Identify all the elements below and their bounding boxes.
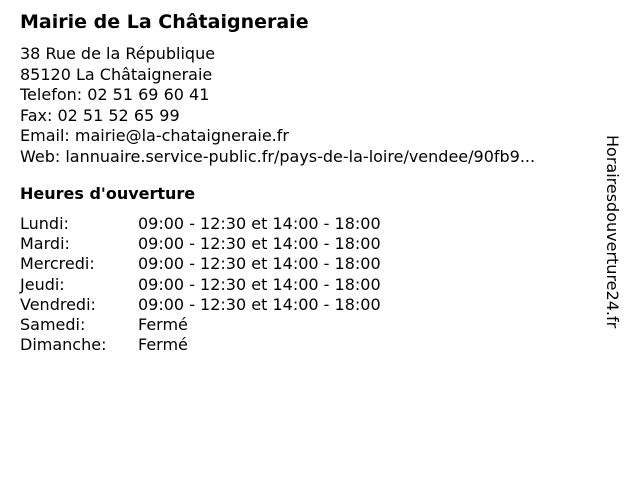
- hours-row-saturday: [20, 315, 440, 335]
- address-street: 38 Rue de la République: [20, 44, 216, 63]
- hours-value: 09:00 - 12:30 et 14:00 - 18:00: [138, 214, 381, 233]
- opening-hours-heading: Heures d'ouverture: [20, 184, 196, 203]
- hours-row-wednesday: [20, 254, 440, 274]
- page-title: Mairie de La Châtaigneraie: [20, 11, 309, 33]
- fax-number: Fax: 02 51 52 65 99: [20, 105, 180, 125]
- site-watermark: Horairesdouverture24.fr: [603, 135, 622, 329]
- phone-number: Telefon: 02 51 69 60 41: [20, 85, 210, 104]
- hours-row-thursday: [20, 275, 440, 295]
- hours-row-monday: [20, 214, 440, 234]
- hours-value: 09:00 - 12:30 et 14:00 - 18:00: [138, 234, 381, 254]
- hours-value: 09:00 - 12:30 et 14:00 - 18:00: [138, 294, 381, 314]
- hours-value: 09:00 - 12:30 et 14:00 - 18:00: [138, 254, 381, 274]
- website-url: Web: lannuaire.service-public.fr/pays-de-la-loire/vendee/90fb9...: [20, 146, 536, 166]
- hours-row-friday: [20, 295, 440, 315]
- day-label: Samedi:: [20, 314, 86, 334]
- contact-block: [20, 44, 535, 167]
- hours-value: 09:00 - 12:30 et 14:00 - 18:00: [138, 274, 381, 294]
- hours-row-sunday: [20, 335, 440, 355]
- address-city: 85120 La Châtaigneraie: [20, 64, 213, 84]
- day-label: Jeudi:: [20, 274, 65, 294]
- hours-value: Fermé: [138, 314, 188, 334]
- day-label: Mardi:: [20, 234, 70, 254]
- day-label: Dimanche:: [20, 335, 107, 355]
- hours-row-tuesday: [20, 234, 440, 254]
- email-address: Email: mairie@la-chataigneraie.fr: [20, 126, 289, 145]
- day-label: Vendredi:: [20, 294, 96, 314]
- day-label: Mercredi:: [20, 254, 95, 274]
- hours-value: Fermé: [138, 335, 188, 355]
- opening-hours-list: [20, 214, 440, 355]
- day-label: Lundi:: [20, 214, 69, 233]
